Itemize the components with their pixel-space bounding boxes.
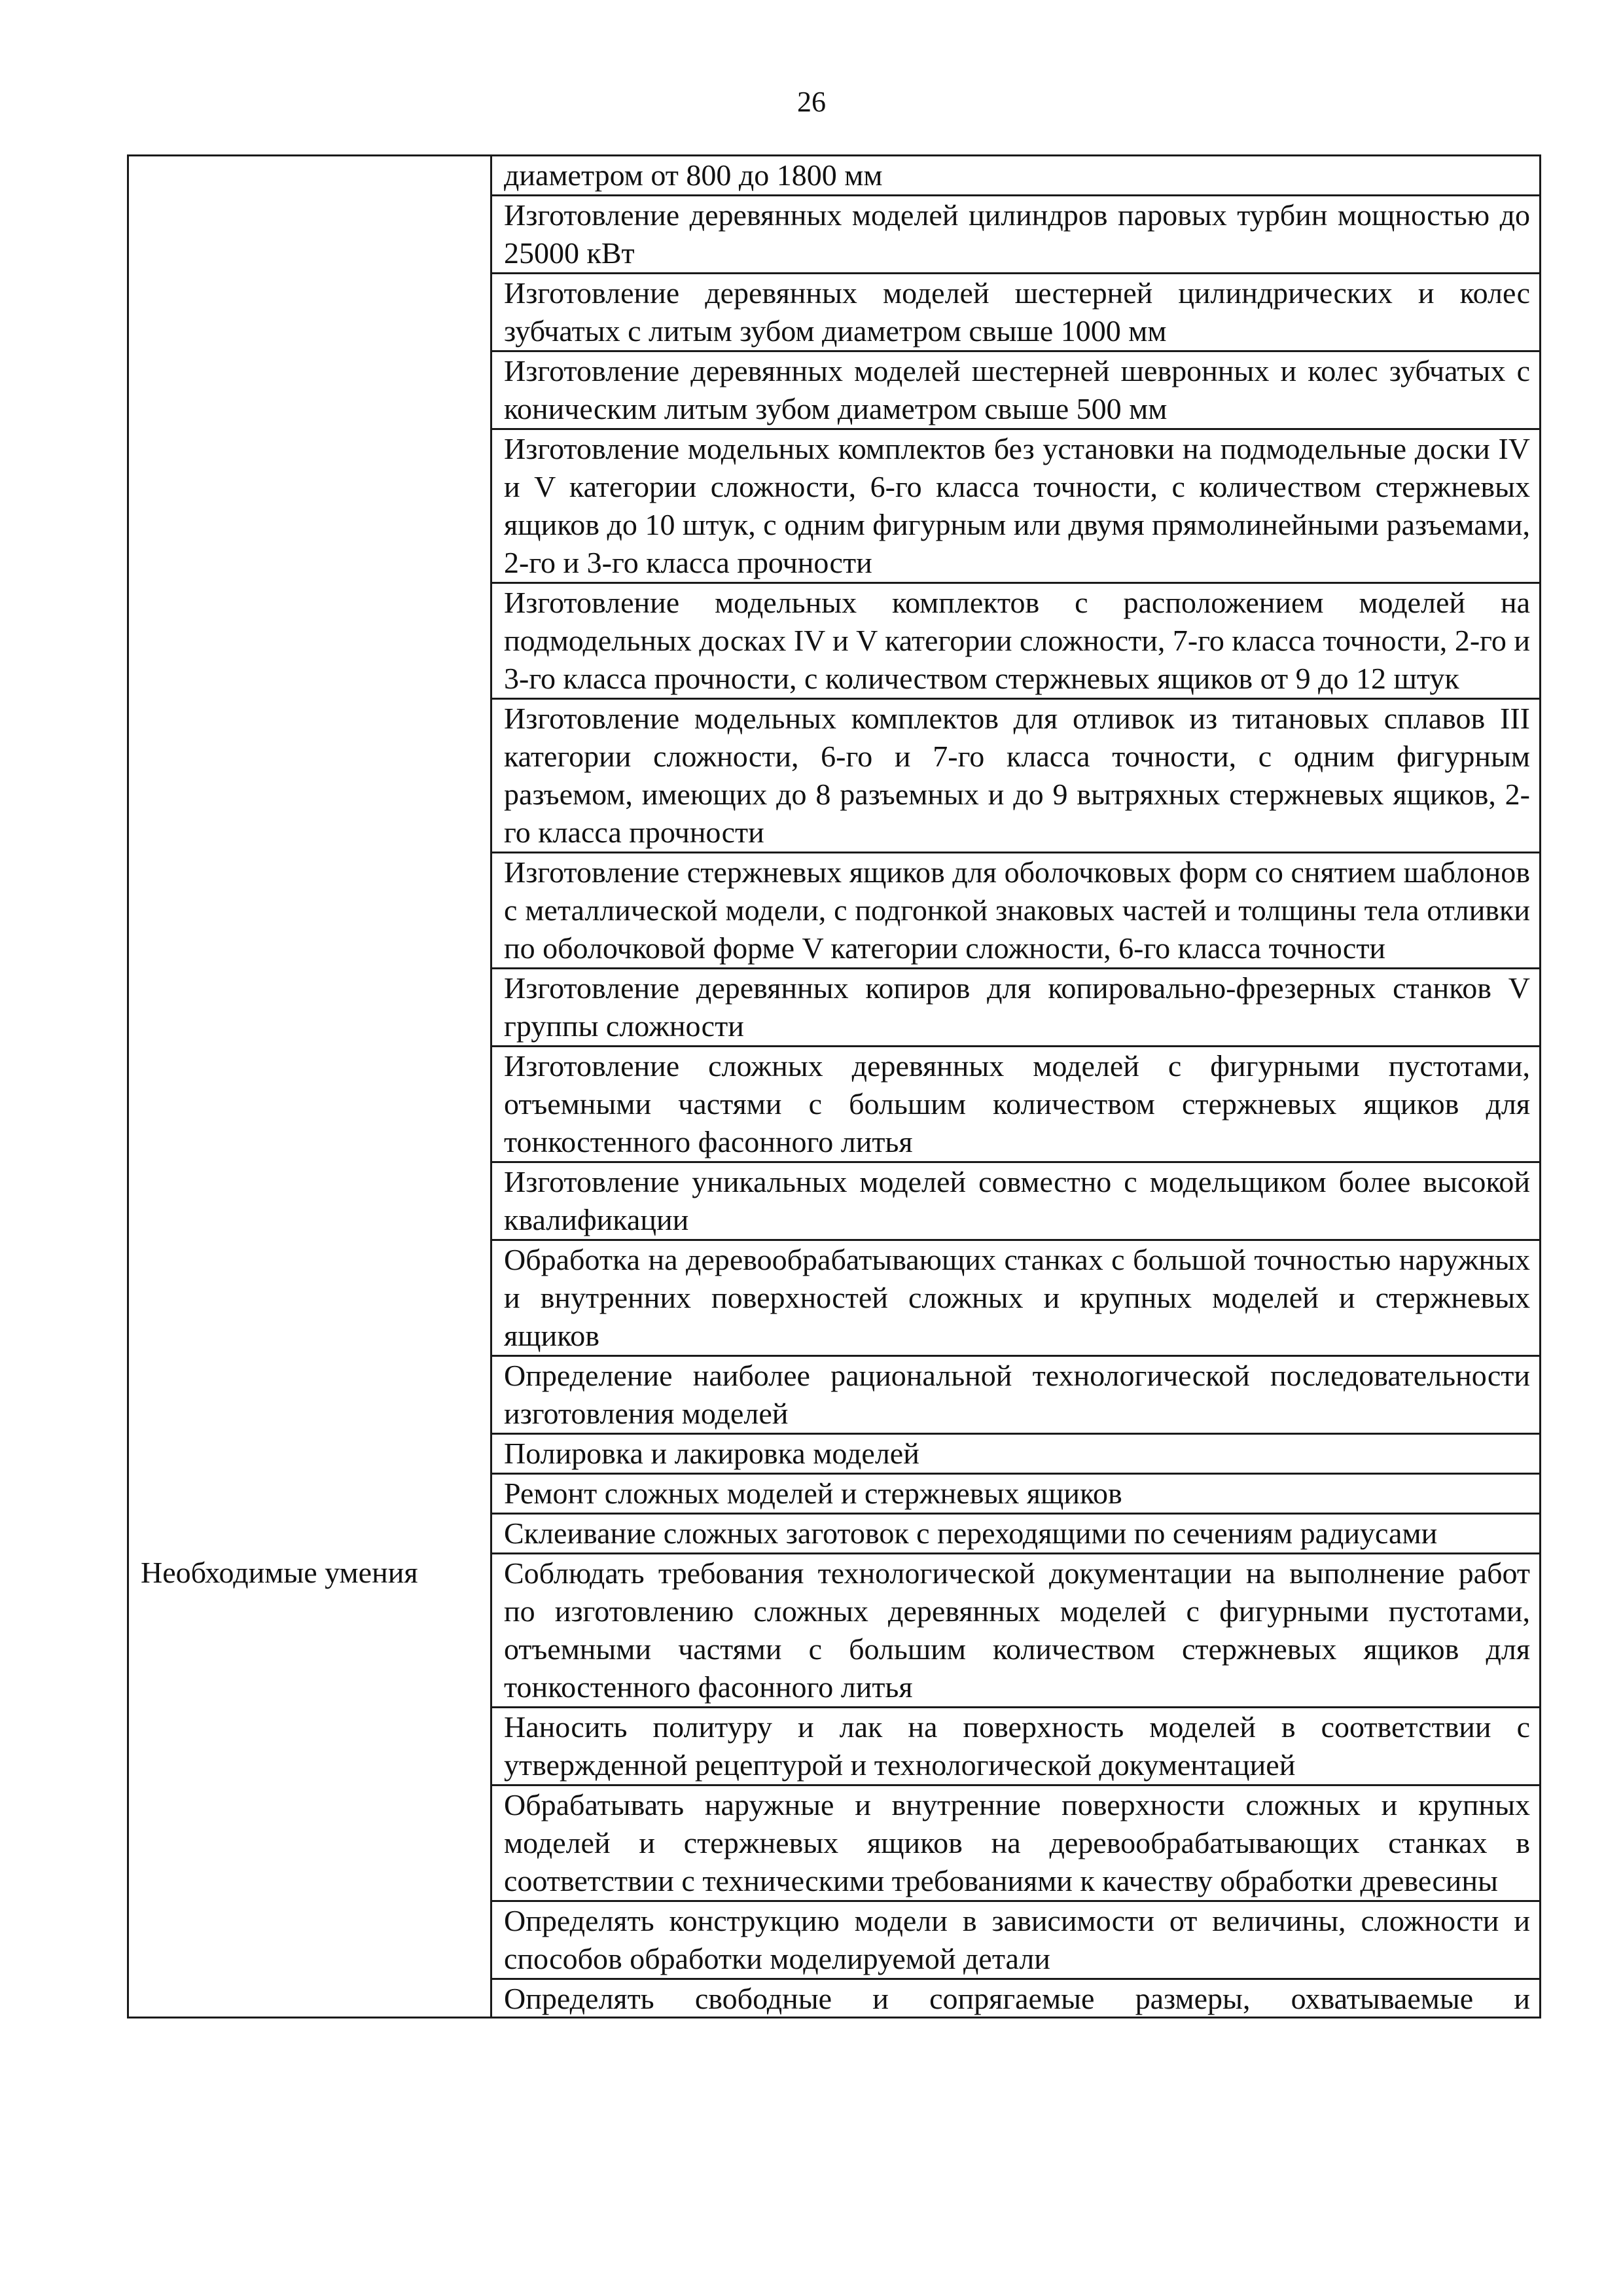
truncated-cell-text: Определять свободные и сопрягаемые размеры, охватываемые и (504, 1982, 1530, 2015)
table-row (128, 156, 1541, 196)
table-cell: Изготовление уникальных моделей совместно с модельщиком более высокой квалификации (491, 1162, 1541, 1240)
table-cell: Наносить политуру и лак на поверхность моделей в соответствии с утвержденной рецептурой и технологической документацией (491, 1708, 1541, 1785)
table-cell: Изготовление деревянных моделей шестерней шевронных и колес зубчатых с коническим литым зубом диаметром свыше 500 мм (491, 351, 1541, 429)
table-cell: Ремонт сложных моделей и стержневых ящиков (491, 1474, 1541, 1514)
requirements-table (127, 154, 1541, 2018)
empty-label-cell (128, 156, 491, 1554)
table-cell (491, 1979, 1541, 2018)
table-cell: Обрабатывать наружные и внутренние поверхности сложных и крупных моделей и стержневых ящиков на деревообрабатывающих станках в соответствии с техническими требованиями к качеству обработки древесины (491, 1785, 1541, 1901)
table-cell: Изготовление деревянных моделей шестерней цилиндрических и колес зубчатых с литым зубом диаметром свыше 1000 мм (491, 274, 1541, 351)
table-cell: Изготовление стержневых ящиков для оболочковых форм со снятием шаблонов с металлической модели, с подгонкой знаковых частей и толщины тела отливки по оболочковой форме V категории сложности, 6-го класса точности (491, 853, 1541, 969)
table-cell: Соблюдать требования технологической документации на выполнение работ по изготовлению сложных деревянных моделей с фигурными пустотами, отъемными частями с большим количеством стержневых ящиков для тонкостенного фасонного литья (491, 1554, 1541, 1708)
table-cell: диаметром от 800 до 1800 мм (491, 156, 1541, 196)
table-cell: Определять конструкцию модели в зависимости от величины, сложности и способов обработки моделируемой детали (491, 1901, 1541, 1979)
table-row (128, 1554, 1541, 1708)
table-cell: Изготовление сложных деревянных моделей с фигурными пустотами, отъемными частями с большим количеством стержневых ящиков для тонкостенного фасонного литья (491, 1047, 1541, 1162)
table-cell: Изготовление модельных комплектов для отливок из титановых сплавов III категории сложности, 6-го и 7-го класса точности, с одним фигурным разъемом, имеющих до 8 разъемных и до 9 вытряхных стержневых ящиков, 2-го класса прочности (491, 699, 1541, 853)
page-number: 26 (797, 86, 826, 118)
table-cell: Определение наиболее рациональной технологической последовательности изготовления моделей (491, 1356, 1541, 1434)
table-cell: Изготовление модельных комплектов с расположением моделей на подмодельных досках IV и V категории сложности, 7-го класса точности, 2-го и 3-го класса прочности, с количеством стержневых ящиков от 9 до 12 штук (491, 583, 1541, 699)
table-cell: Склеивание сложных заготовок с переходящими по сечениям радиусами (491, 1514, 1541, 1554)
table-cell: Обработка на деревообрабатывающих станках с большой точностью наружных и внутренних поверхностей сложных и крупных моделей и стержневых ящиков (491, 1240, 1541, 1356)
table-cell: Изготовление деревянных моделей цилиндров паровых турбин мощностью до 25000 кВт (491, 196, 1541, 274)
table-cell: Полировка и лакировка моделей (491, 1434, 1541, 1474)
table-cell: Изготовление деревянных копиров для копировально-фрезерных станков V группы сложности (491, 969, 1541, 1047)
table-cell: Изготовление модельных комплектов без установки на подмодельные доски IV и V категории сложности, 6-го класса точности, с количеством стержневых ящиков до 10 штук, с одним фигурным или двумя прямолинейными разъемами, 2-го и 3-го класса прочности (491, 429, 1541, 583)
skills-label-cell: Необходимые умения (128, 1554, 491, 2018)
